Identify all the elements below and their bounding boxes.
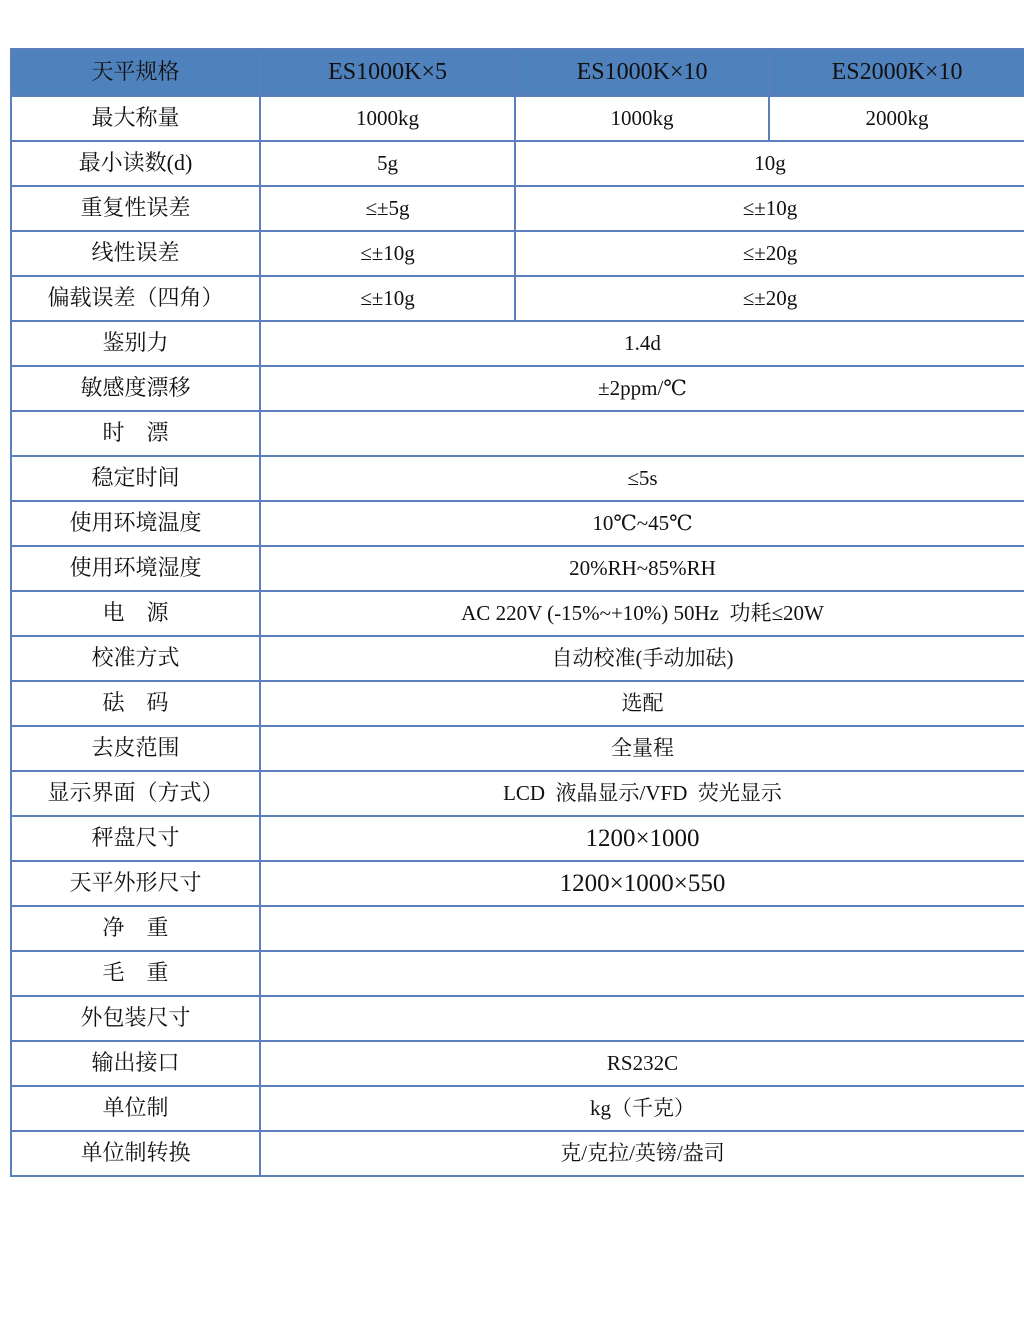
row-label: 偏载误差（四角） [11,276,260,321]
row-label: 毛 重 [11,951,260,996]
table-row-gross-weight [11,951,1024,996]
cell-value: LCD 液晶显示/VFD 荧光显示 [260,771,1024,816]
cell-value: 克/克拉/英镑/盎司 [260,1131,1024,1176]
row-label: 鉴别力 [11,321,260,366]
table-row-unit [11,1086,1024,1131]
cell-value: 1200×1000 [260,816,1024,861]
row-label: 电 源 [11,591,260,636]
table-row-corner-load [11,276,1024,321]
cell-value [260,996,1024,1041]
table-row-operating-temp [11,501,1024,546]
header-spec: 天平规格 [11,49,260,96]
table-header-row [11,49,1024,96]
cell-value: 5g [260,141,515,186]
table-row-sensitivity-drift [11,366,1024,411]
table-row-package-size [11,996,1024,1041]
cell-value: 选配 [260,681,1024,726]
table-row-unit-conversion [11,1131,1024,1176]
table-row-weights [11,681,1024,726]
table-row-operating-humidity [11,546,1024,591]
row-label: 秤盘尺寸 [11,816,260,861]
cell-value [260,951,1024,996]
table-row-power [11,591,1024,636]
cell-value: ≤±20g [515,276,1024,321]
row-label: 重复性误差 [11,186,260,231]
cell-value [260,906,1024,951]
row-label: 稳定时间 [11,456,260,501]
row-label: 线性误差 [11,231,260,276]
row-label: 天平外形尺寸 [11,861,260,906]
header-model-es1000k-5: ES1000K×5 [260,49,515,96]
table-row-max-capacity [11,96,1024,141]
row-label: 最小读数(d) [11,141,260,186]
cell-value: 20%RH~85%RH [260,546,1024,591]
table-row-calibration [11,636,1024,681]
cell-value: ≤±20g [515,231,1024,276]
table-row-repeatability [11,186,1024,231]
table-row-readability [11,141,1024,186]
cell-value [260,411,1024,456]
cell-value: 1000kg [260,96,515,141]
cell-value: kg（千克） [260,1086,1024,1131]
table-row-linearity [11,231,1024,276]
cell-value: AC 220V (-15%~+10%) 50Hz 功耗≤20W [260,591,1024,636]
row-label: 输出接口 [11,1041,260,1086]
row-label: 时 漂 [11,411,260,456]
cell-value: 1.4d [260,321,1024,366]
row-label: 显示界面（方式） [11,771,260,816]
row-label: 去皮范围 [11,726,260,771]
row-label: 校准方式 [11,636,260,681]
cell-value: ≤±5g [260,186,515,231]
cell-value: ≤±10g [515,186,1024,231]
row-label: 单位制转换 [11,1131,260,1176]
table-row-net-weight [11,906,1024,951]
row-label: 净 重 [11,906,260,951]
cell-value: ±2ppm/℃ [260,366,1024,411]
cell-value: ≤±10g [260,231,515,276]
row-label: 使用环境湿度 [11,546,260,591]
cell-value: 1200×1000×550 [260,861,1024,906]
table-row-dimensions [11,861,1024,906]
row-label: 敏感度漂移 [11,366,260,411]
table-row-output [11,1041,1024,1086]
row-label: 砝 码 [11,681,260,726]
cell-value: 2000kg [769,96,1024,141]
header-model-es1000k-10: ES1000K×10 [515,49,769,96]
header-model-es2000k-10: ES2000K×10 [769,49,1024,96]
cell-value: 10℃~45℃ [260,501,1024,546]
cell-value: 自动校准(手动加砝) [260,636,1024,681]
table-row-display [11,771,1024,816]
cell-value: ≤5s [260,456,1024,501]
table-row-stabilization-time [11,456,1024,501]
row-label: 外包装尺寸 [11,996,260,1041]
cell-value: ≤±10g [260,276,515,321]
cell-value: RS232C [260,1041,1024,1086]
row-label: 单位制 [11,1086,260,1131]
table-row-discrimination [11,321,1024,366]
table-row-tare-range [11,726,1024,771]
table-row-pan-size [11,816,1024,861]
row-label: 使用环境温度 [11,501,260,546]
table-row-time-drift [11,411,1024,456]
row-label: 最大称量 [11,96,260,141]
cell-value: 1000kg [515,96,769,141]
cell-value: 10g [515,141,1024,186]
cell-value: 全量程 [260,726,1024,771]
spec-table [10,48,1024,1177]
